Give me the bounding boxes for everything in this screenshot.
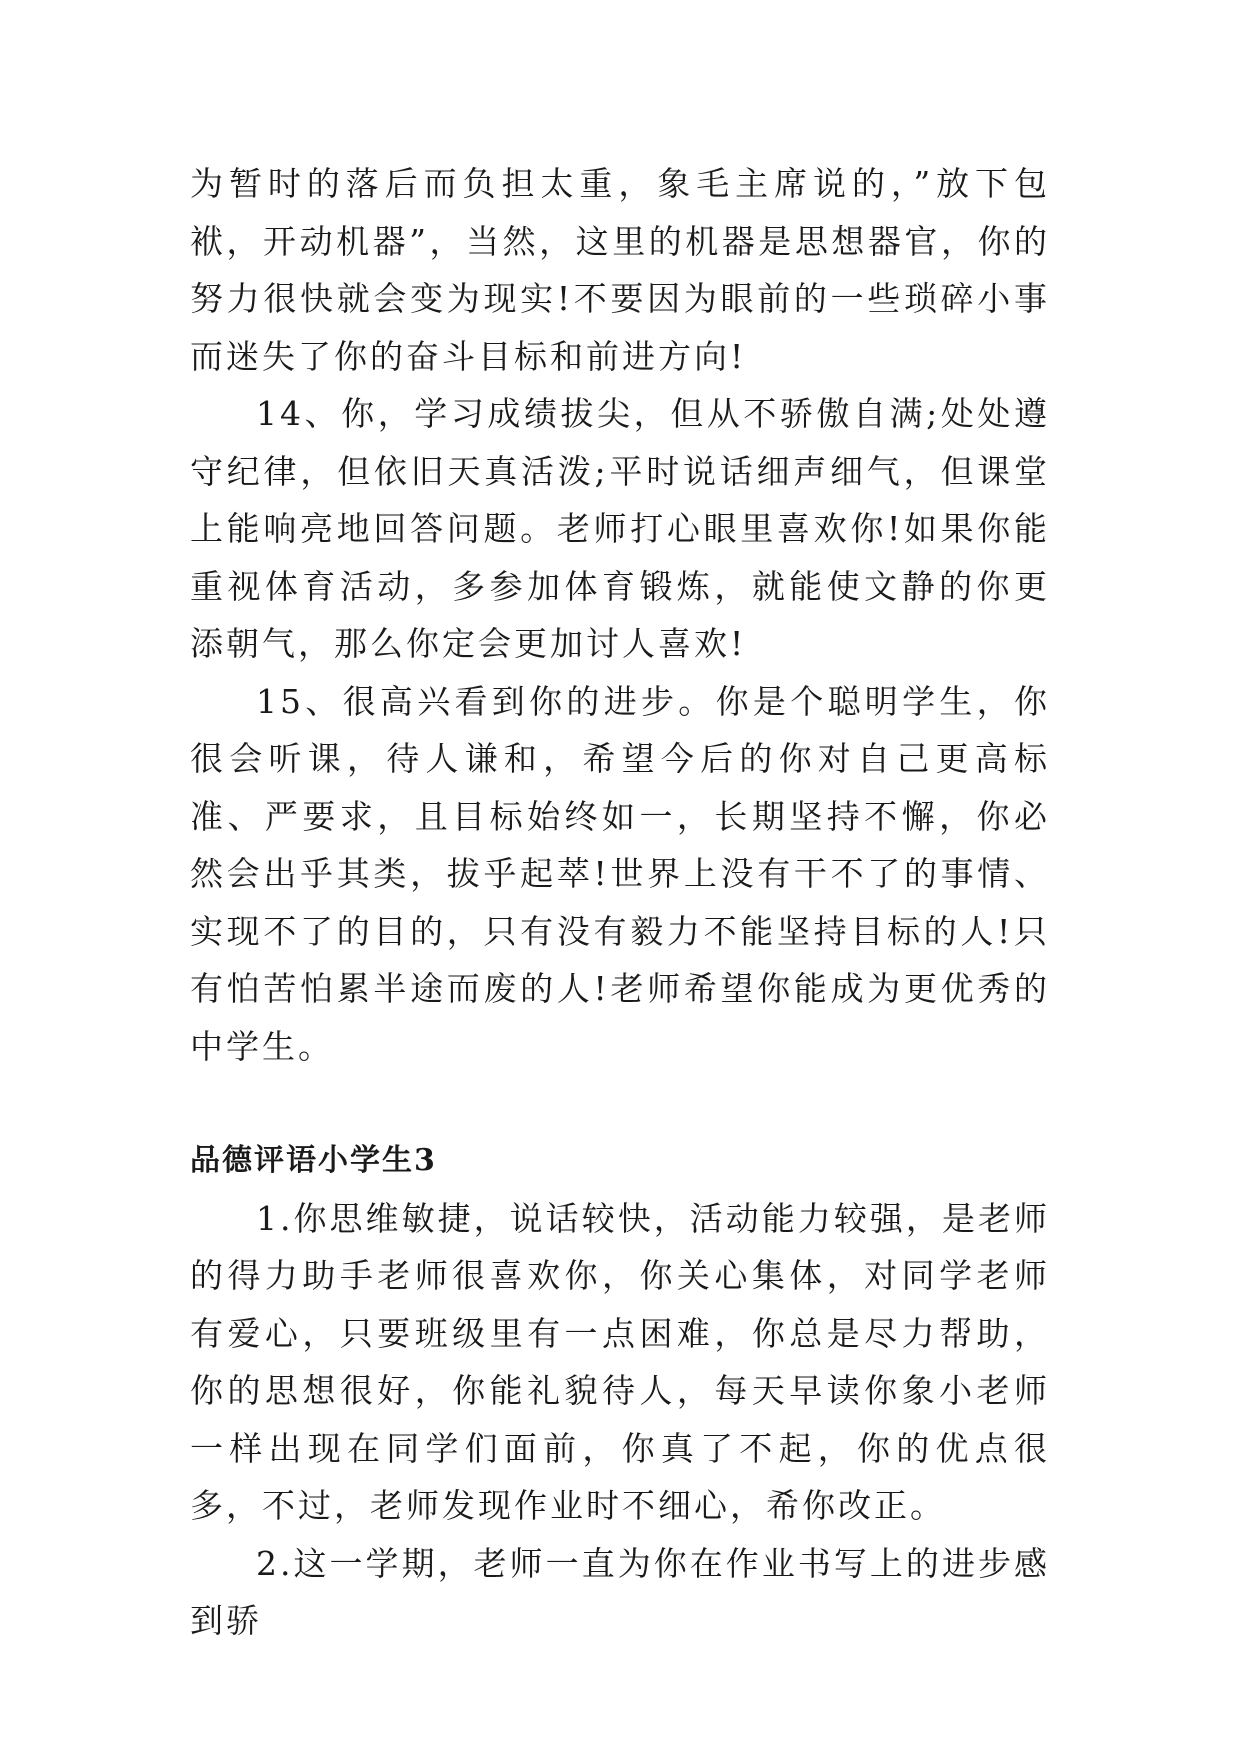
paragraph-continuation: 为暂时的落后而负担太重，象毛主席说的，”放下包袱，开动机器”，当然，这里的机器是思想器官，你的努力很快就会变为现实!不要因为眼前的一些琐碎小事而迷失了你的奋斗目标和前进方向!	[190, 164, 1050, 376]
paragraph-comment-15: 15、很高兴看到你的进步。你是个聪明学生，你很会听课，待人谦和，希望今后的你对自己更高标准、严要求，且目标始终如一，长期坚持不懈，你必然会出乎其类，拔乎起萃!世界上没有干不了的事情、实现不了的目的，只有没有毅力不能坚持目标的人!只有怕苦怕累半途而废的人!老师希望你能成为更优秀的中学生。	[190, 681, 1050, 1066]
document-body	[190, 155, 1050, 1650]
paragraph-comment-1: 1.你思维敏捷，说话较快，活动能力较强，是老师的得力助手老师很喜欢你，你关心集体，对同学老师有爱心，只要班级里有一点困难，你总是尽力帮助，你的思想很好，你能礼貌待人，每天早读你象小老师一样出现在同学们面前，你真了不起，你的优点很多，不过，老师发现作业时不细心，希你改正。	[190, 1198, 1050, 1525]
paragraph-comment-14: 14、你，学习成绩拔尖，但从不骄傲自满;处处遵守纪律，但依旧天真活泼;平时说话细声细气，但课堂上能响亮地回答问题。老师打心眼里喜欢你!如果你能重视体育活动，多参加体育锻炼，就能使文静的你更添朝气，那么你定会更加讨人喜欢!	[190, 394, 1050, 663]
paragraph-comment-2: 2.这一学期，老师一直为你在作业书写上的进步感到骄	[190, 1543, 1050, 1640]
section-heading: 品德评语小学生3	[190, 1143, 437, 1178]
